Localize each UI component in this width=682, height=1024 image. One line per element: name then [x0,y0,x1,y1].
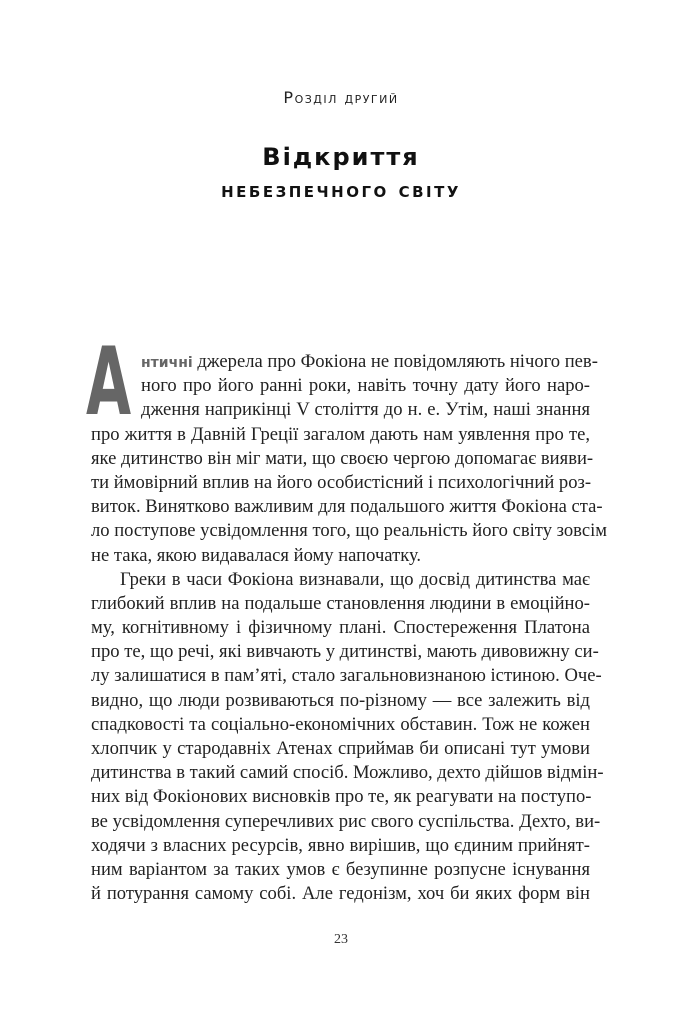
lead-in: нтичні [141,355,193,371]
drop-cap: А [86,328,132,437]
text-line: ходячи з власних ресурсів, явно вирішив, що єдиним прийнят- [91,834,590,856]
text-line: ло поступове усвідомлення того, що реальність його світу зовсім [91,520,608,542]
text-line: й потурання самому собі. Але гедонізм, хоч би яких форм він [91,883,590,905]
text-line: яке дитинство він міг мати, що своєю чергою допомагає вияви- [91,447,594,469]
text-line: ти ймовірний вплив на його особистісний і психологічний роз- [91,471,592,493]
chapter-title-line-1: Відкриття [262,143,420,171]
body-text [91,350,608,906]
text-line: не така, якою видавалася йому напочатку. [91,544,422,566]
text-line: Греки в часи Фокіона визнавали, що досвід дитинства має [120,568,590,590]
text-line: дитинства в такий самий спосіб. Можливо, дехто дійшов відмін- [91,762,604,784]
text-line: ним варіантом за таких умов є безупинне розпусне існування [91,858,590,880]
chapter-title-line-2: небезпечного світу [221,178,461,202]
text-line: ве усвідомлення суперечливих рис свого суспільства. Дехто, ви- [91,810,601,832]
text-line: про те, що речі, які вивчають у дитинстві, мають дивовижну си- [91,641,599,663]
text-line: хлопчик у стародавніх Атенах сприймав би описані тут умови [91,738,590,759]
text-line: видно, що люди розвиваються по-різному — все залежить від [91,689,590,711]
chapter-label: Розділ другий [283,88,399,107]
page-number: 23 [334,932,348,947]
text-line: лу залишатися в пам’яті, стало загальновизнаною істиною. Оче- [91,665,602,687]
text-line: ного про його ранні роки, навіть точну дату його наро- [141,375,590,397]
text-line [141,350,598,374]
text-line: глибокий вплив на подальше становлення людини в емоційно- [91,592,590,614]
text-line: му, когнітивному і фізичному плані. Спостереження Платона [91,617,590,639]
text-line: них від Фокіонових висновків про те, як реагувати на поступо- [91,786,592,808]
text-line: спадковості та соціально-економічних обставин. Тож не кожен [91,713,590,735]
text-line: виток. Винятково важливим для подальшого життя Фокіона ста- [91,496,603,518]
text-line-content: джерела про Фокіона не повідомляють нічого пев- [192,351,598,372]
text-line: дження наприкінці V століття до н. е. Утім, наші знання [141,399,590,421]
text-line: про життя в Давній Греції загалом дають нам уявлення про те, [91,423,590,445]
